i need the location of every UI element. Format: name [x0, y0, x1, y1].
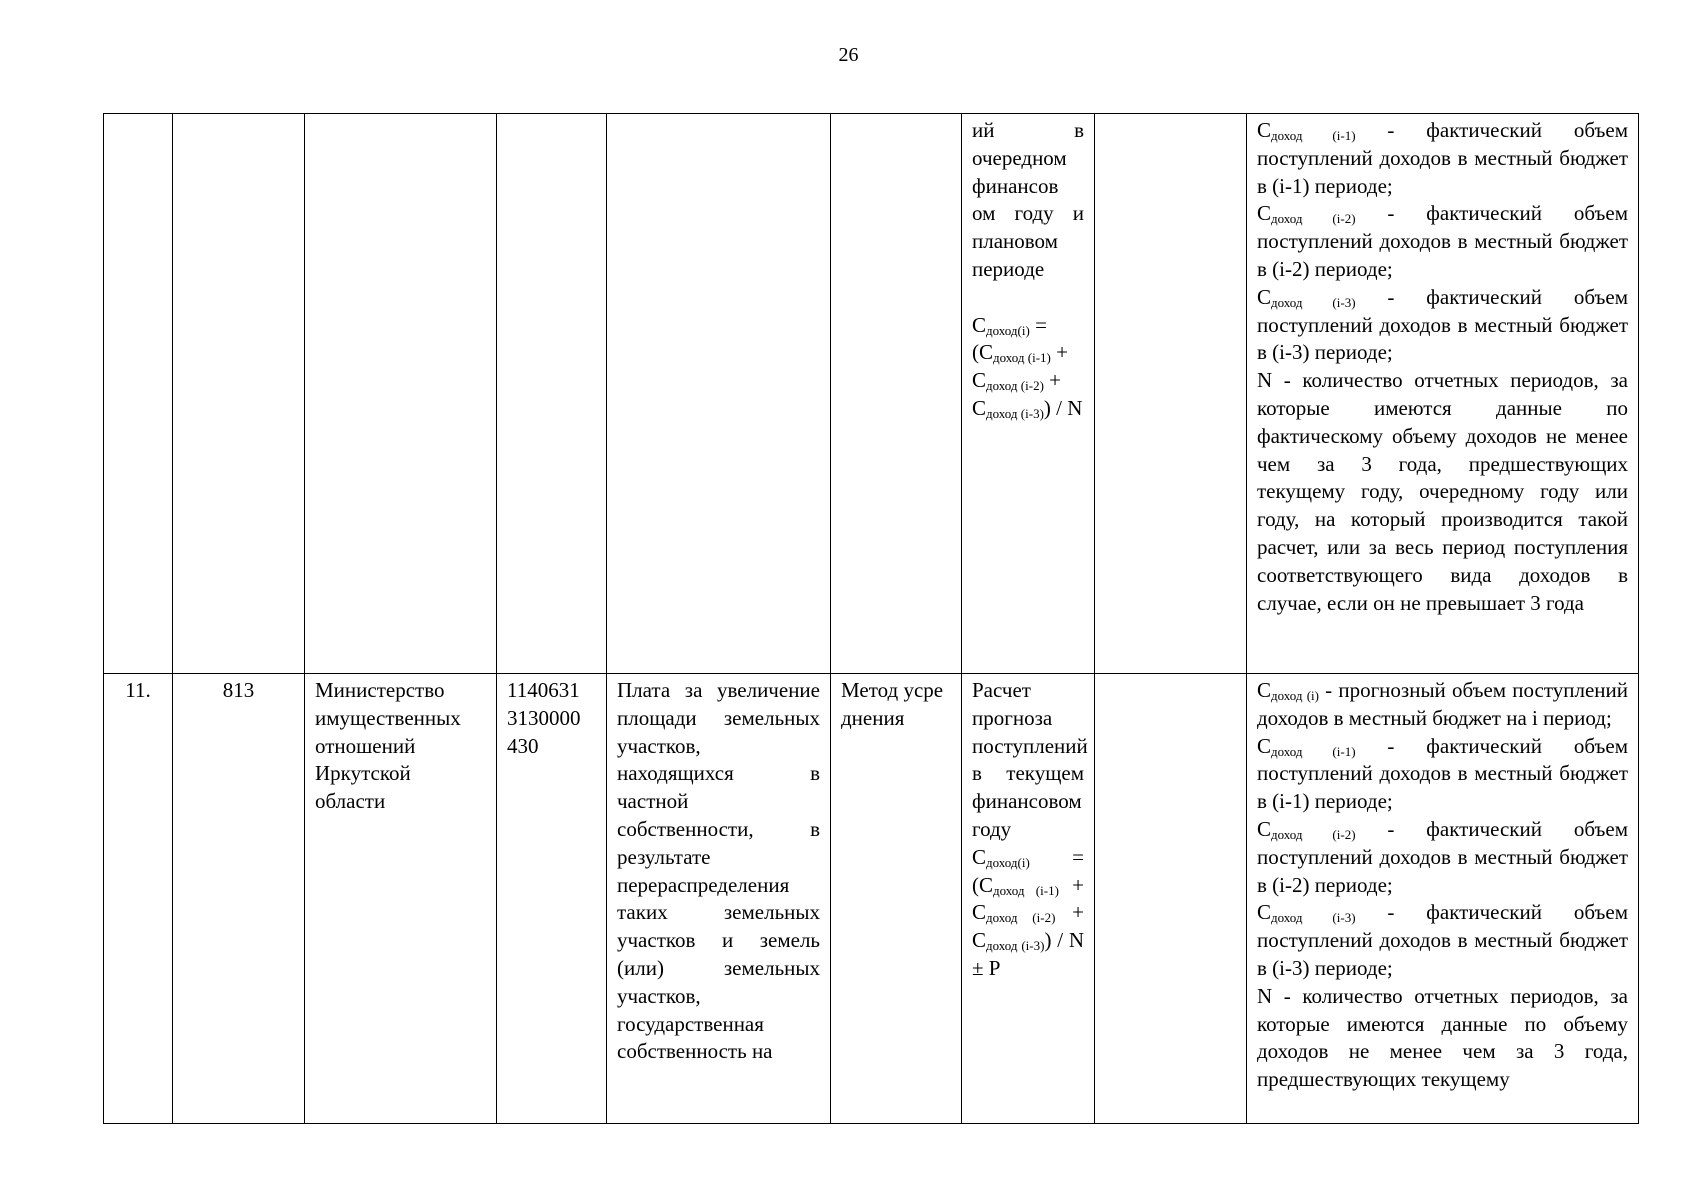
cell-kbk	[497, 114, 607, 674]
calc-line: плановом	[972, 229, 1058, 254]
cell-admin	[305, 114, 497, 674]
cell-empty	[1095, 114, 1247, 674]
variable-description: $С_{доход (i-2)}$ - фактический объем поступлений доходов в местный бюджет в (i-2) периоде;	[1257, 816, 1628, 897]
variable-description: $С_{доход (i-1)}$ - фактический объем поступлений доходов в местный бюджет в (i-1) периоде;	[1257, 733, 1628, 814]
cell-method: Метод усреднения	[831, 674, 962, 1124]
variable-description: $С_{доход (i-1)}$ - фактический объем поступлений доходов в местный бюджет в (i-1) периоде;	[1257, 118, 1628, 198]
variable-description: $С_{доход (i-3)}$ - фактический объем поступлений доходов в местный бюджет в (i-3) периоде;	[1257, 900, 1628, 980]
kbk-line: 1140631	[507, 678, 580, 702]
variable-description: N - количество отчетных периодов, за которые имеются данные по фактическому объему доходов не менее чем за 3 года, предшествующих текущему году, очередному году или году, на который производится такой расчет, или за весь период поступления соответствующего вида доходов в случае, если он не превышает 3 года	[1257, 368, 1628, 615]
variable-description: $С_{доход (i-2)}$ - фактический объем поступлений доходов в местный бюджет в (i-2) периоде;	[1257, 201, 1628, 281]
cell-code	[173, 114, 305, 674]
calc-text: Расчет прогноза поступлений в текущем финансовом году	[972, 678, 1088, 841]
cell-income-name: Плата за увеличение площади земельных участков, находящихся в частной собственности, в результате перераспределения таких земельных участков и земель (или) земельных участков, государственная собственность на	[607, 674, 831, 1124]
cell-kbk	[497, 674, 607, 1124]
cell-method	[831, 114, 962, 674]
page-number: 26	[838, 44, 859, 66]
cell-variable-descriptions	[1247, 114, 1639, 674]
kbk-line: 430	[507, 733, 539, 758]
cell-num: 11.	[104, 674, 173, 1124]
cell-num	[104, 114, 173, 674]
variable-description: $С_{доход (i)}$ - прогнозный объем поступлений доходов в местный бюджет на i период;	[1257, 678, 1628, 730]
calc-line: ий в	[972, 118, 1084, 142]
table-row-11	[104, 674, 1639, 1124]
cell-code: 813	[173, 674, 305, 1124]
cell-calc-formula	[962, 674, 1095, 1124]
cell-empty	[1095, 674, 1247, 1124]
cell-variable-descriptions	[1247, 674, 1639, 1124]
formula: $С_{доход(i)} = (С_{доход (i-1)} + С_{доход (i-2)} + С_{доход (i-3)}) / N \pm P$	[972, 844, 1085, 980]
formula: $С_{доход(i)} = (С_{доход (i-1)} + С_{доход (i-2)} + С_{доход (i-3)}) / N$	[972, 312, 1083, 421]
income-forecast-table	[103, 113, 1639, 1124]
cell-calc-formula	[962, 114, 1095, 674]
cell-admin: Министерство имущественных отношений Иркутской области	[305, 674, 497, 1124]
calc-line: периоде	[972, 256, 1045, 281]
variable-description: $С_{доход (i-3)}$ - фактический объем поступлений доходов в местный бюджет в (i-3) периоде;	[1257, 284, 1628, 365]
calc-line: очередном	[972, 145, 1067, 170]
cell-income-name	[607, 114, 831, 674]
calc-line: ом году и	[972, 201, 1084, 226]
calc-line: финансов	[972, 173, 1059, 198]
kbk-line: 3130000	[507, 705, 581, 730]
variable-description: N - количество отчетных периодов, за которые имеются данные по объему доходов не менее чем за 3 года, предшествующих текущему	[1257, 983, 1628, 1092]
table-row-continuation	[104, 114, 1639, 674]
